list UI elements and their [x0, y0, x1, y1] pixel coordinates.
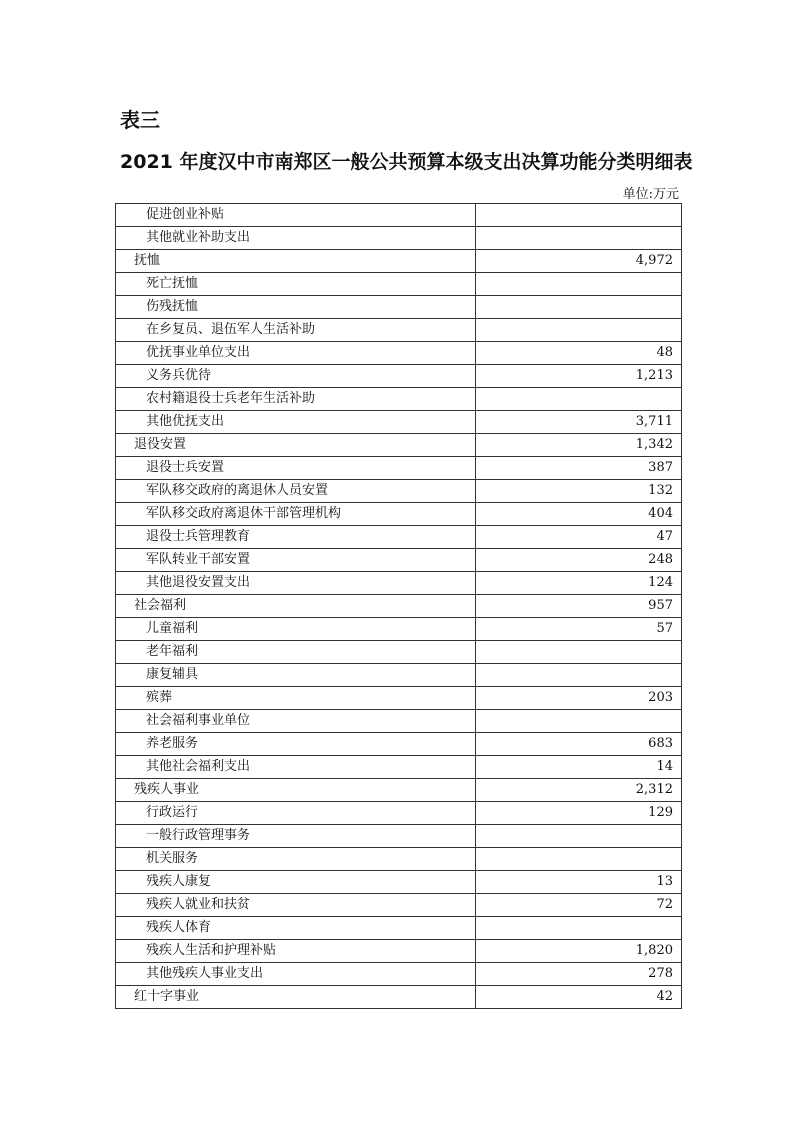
- row-item-name: 儿童福利: [116, 618, 476, 641]
- row-item-name: 退役士兵管理教育: [116, 526, 476, 549]
- row-amount: 47: [476, 526, 682, 549]
- row-amount: [476, 388, 682, 411]
- row-amount: [476, 204, 682, 227]
- row-item-name: 伤残抚恤: [116, 296, 476, 319]
- row-item-name: 残疾人体育: [116, 917, 476, 940]
- table-row: [116, 250, 682, 273]
- table-row: [116, 411, 682, 434]
- table-row: [116, 227, 682, 250]
- row-item-name: 军队移交政府离退休干部管理机构: [116, 503, 476, 526]
- table-row: [116, 871, 682, 894]
- row-amount: [476, 710, 682, 733]
- row-item-name: 义务兵优待: [116, 365, 476, 388]
- table-row: [116, 687, 682, 710]
- table-row: [116, 802, 682, 825]
- table-row: [116, 618, 682, 641]
- row-amount: 1,820: [476, 940, 682, 963]
- row-amount: 132: [476, 480, 682, 503]
- table-row: [116, 825, 682, 848]
- expenditure-table: [115, 203, 682, 1009]
- table-row: [116, 572, 682, 595]
- table-row: [116, 963, 682, 986]
- table-row: [116, 917, 682, 940]
- row-amount: 48: [476, 342, 682, 365]
- row-amount: 3,711: [476, 411, 682, 434]
- row-amount: 2,312: [476, 779, 682, 802]
- row-amount: 57: [476, 618, 682, 641]
- row-amount: [476, 917, 682, 940]
- table-row: [116, 342, 682, 365]
- row-item-name: 死亡抚恤: [116, 273, 476, 296]
- table-row: [116, 848, 682, 871]
- table-row: [116, 595, 682, 618]
- row-amount: 13: [476, 871, 682, 894]
- row-item-name: 残疾人事业: [116, 779, 476, 802]
- row-amount: [476, 848, 682, 871]
- row-item-name: 社会福利: [116, 595, 476, 618]
- row-item-name: 养老服务: [116, 733, 476, 756]
- row-item-name: 社会福利事业单位: [116, 710, 476, 733]
- row-item-name: 行政运行: [116, 802, 476, 825]
- row-amount: [476, 227, 682, 250]
- row-amount: [476, 825, 682, 848]
- table-row: [116, 940, 682, 963]
- row-amount: 14: [476, 756, 682, 779]
- row-item-name: 其他就业补助支出: [116, 227, 476, 250]
- table-row: [116, 641, 682, 664]
- row-item-name: 其他残疾人事业支出: [116, 963, 476, 986]
- table-row: [116, 756, 682, 779]
- row-amount: 1,342: [476, 434, 682, 457]
- table-row: [116, 710, 682, 733]
- table-row: [116, 894, 682, 917]
- row-amount: 4,972: [476, 250, 682, 273]
- row-item-name: 殡葬: [116, 687, 476, 710]
- table-row: [116, 388, 682, 411]
- table-row: [116, 986, 682, 1009]
- row-item-name: 军队转业干部安置: [116, 549, 476, 572]
- row-amount: [476, 319, 682, 342]
- table-row: [116, 480, 682, 503]
- table-row: [116, 296, 682, 319]
- row-item-name: 在乡复员、退伍军人生活补助: [116, 319, 476, 342]
- row-item-name: 老年福利: [116, 641, 476, 664]
- row-amount: 404: [476, 503, 682, 526]
- row-amount: 957: [476, 595, 682, 618]
- table-row: [116, 664, 682, 687]
- row-amount: 278: [476, 963, 682, 986]
- row-item-name: 残疾人康复: [116, 871, 476, 894]
- unit-label: 单位:万元: [622, 187, 679, 202]
- row-amount: 387: [476, 457, 682, 480]
- row-amount: 1,213: [476, 365, 682, 388]
- row-item-name: 机关服务: [116, 848, 476, 871]
- row-amount: [476, 296, 682, 319]
- row-item-name: 一般行政管理事务: [116, 825, 476, 848]
- table-row: [116, 549, 682, 572]
- row-item-name: 其他退役安置支出: [116, 572, 476, 595]
- row-item-name: 残疾人就业和扶贫: [116, 894, 476, 917]
- table-row: [116, 434, 682, 457]
- row-amount: 683: [476, 733, 682, 756]
- row-amount: 72: [476, 894, 682, 917]
- row-item-name: 康复辅具: [116, 664, 476, 687]
- row-item-name: 促进创业补贴: [116, 204, 476, 227]
- row-item-name: 残疾人生活和护理补贴: [116, 940, 476, 963]
- row-amount: 248: [476, 549, 682, 572]
- row-amount: 124: [476, 572, 682, 595]
- table-row: [116, 273, 682, 296]
- row-item-name: 抚恤: [116, 250, 476, 273]
- table-row: [116, 319, 682, 342]
- row-item-name: 农村籍退役士兵老年生活补助: [116, 388, 476, 411]
- row-amount: [476, 664, 682, 687]
- row-amount: 129: [476, 802, 682, 825]
- table-row: [116, 733, 682, 756]
- page-title: 2021 年度汉中市南郑区一般公共预算本级支出决算功能分类明细表: [120, 151, 693, 173]
- table-row: [116, 779, 682, 802]
- row-item-name: 退役安置: [116, 434, 476, 457]
- row-amount: 203: [476, 687, 682, 710]
- table-row: [116, 457, 682, 480]
- table-row: [116, 503, 682, 526]
- table-label: 表三: [120, 108, 160, 132]
- row-item-name: 优抚事业单位支出: [116, 342, 476, 365]
- row-item-name: 退役士兵安置: [116, 457, 476, 480]
- row-item-name: 其他优抚支出: [116, 411, 476, 434]
- table-row: [116, 365, 682, 388]
- row-amount: [476, 273, 682, 296]
- row-item-name: 其他社会福利支出: [116, 756, 476, 779]
- table-row: [116, 526, 682, 549]
- row-amount: [476, 641, 682, 664]
- table-row: [116, 204, 682, 227]
- row-item-name: 军队移交政府的离退休人员安置: [116, 480, 476, 503]
- row-item-name: 红十字事业: [116, 986, 476, 1009]
- row-amount: 42: [476, 986, 682, 1009]
- table-body: [116, 204, 682, 1009]
